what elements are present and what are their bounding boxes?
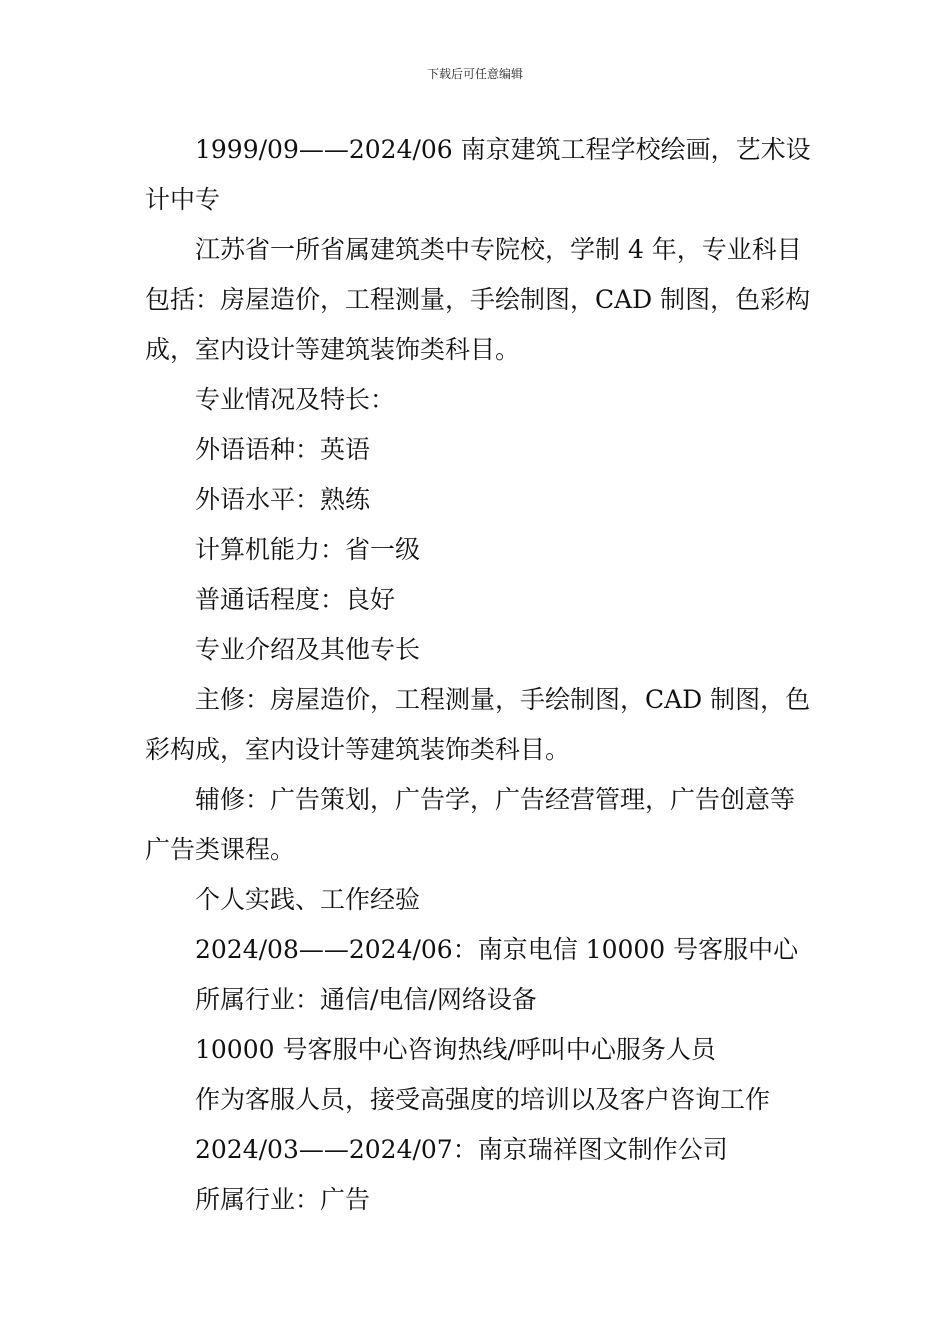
paragraph-minor-courses: 辅修：广告策划，广告学，广告经营管理，广告创意等广告类课程。 [145, 785, 796, 864]
paragraph-job-1-period: 2024/08——2024/06：南京电信 10000 号客服中心 [195, 935, 799, 964]
paragraph-foreign-language: 外语语种：英语 [195, 435, 371, 464]
paragraph-job-2-period: 2024/03——2024/07：南京瑞祥图文制作公司 [195, 1135, 728, 1164]
paragraph-job-1-industry: 所属行业：通信/电信/网络设备 [195, 985, 537, 1014]
document-body [145, 125, 815, 1225]
paragraph-job-1-position: 10000 号客服中心咨询热线/呼叫中心服务人员 [195, 1035, 716, 1064]
page-header: 下载后可任意编辑 [426, 67, 523, 81]
paragraph-major-intro-heading: 专业介绍及其他专长 [195, 635, 421, 664]
paragraph-computer-skill: 计算机能力：省一级 [195, 535, 421, 564]
paragraph-language-level: 外语水平：熟练 [195, 485, 371, 514]
paragraph-education-period: 1999/09——2024/06 南京建筑工程学校绘画，艺术设计中专 [145, 135, 811, 214]
paragraph-job-1-duty: 作为客服人员，接受高强度的培训以及客户咨询工作 [195, 1085, 771, 1114]
paragraph-job-2-industry: 所属行业：广告 [195, 1185, 371, 1214]
paragraph-experience-heading: 个人实践、工作经验 [195, 885, 421, 914]
paragraph-school-description: 江苏省一所省属建筑类中专院校，学制 4 年，专业科目包括：房屋造价，工程测量，手绘制图，CAD 制图，色彩构成，室内设计等建筑装饰类科目。 [145, 235, 811, 364]
paragraph-major-courses: 主修：房屋造价，工程测量，手绘制图，CAD 制图，色彩构成，室内设计等建筑装饰类科目。 [145, 685, 811, 764]
paragraph-specialty-heading: 专业情况及特长： [195, 385, 396, 414]
paragraph-mandarin-level: 普通话程度：良好 [195, 585, 396, 614]
